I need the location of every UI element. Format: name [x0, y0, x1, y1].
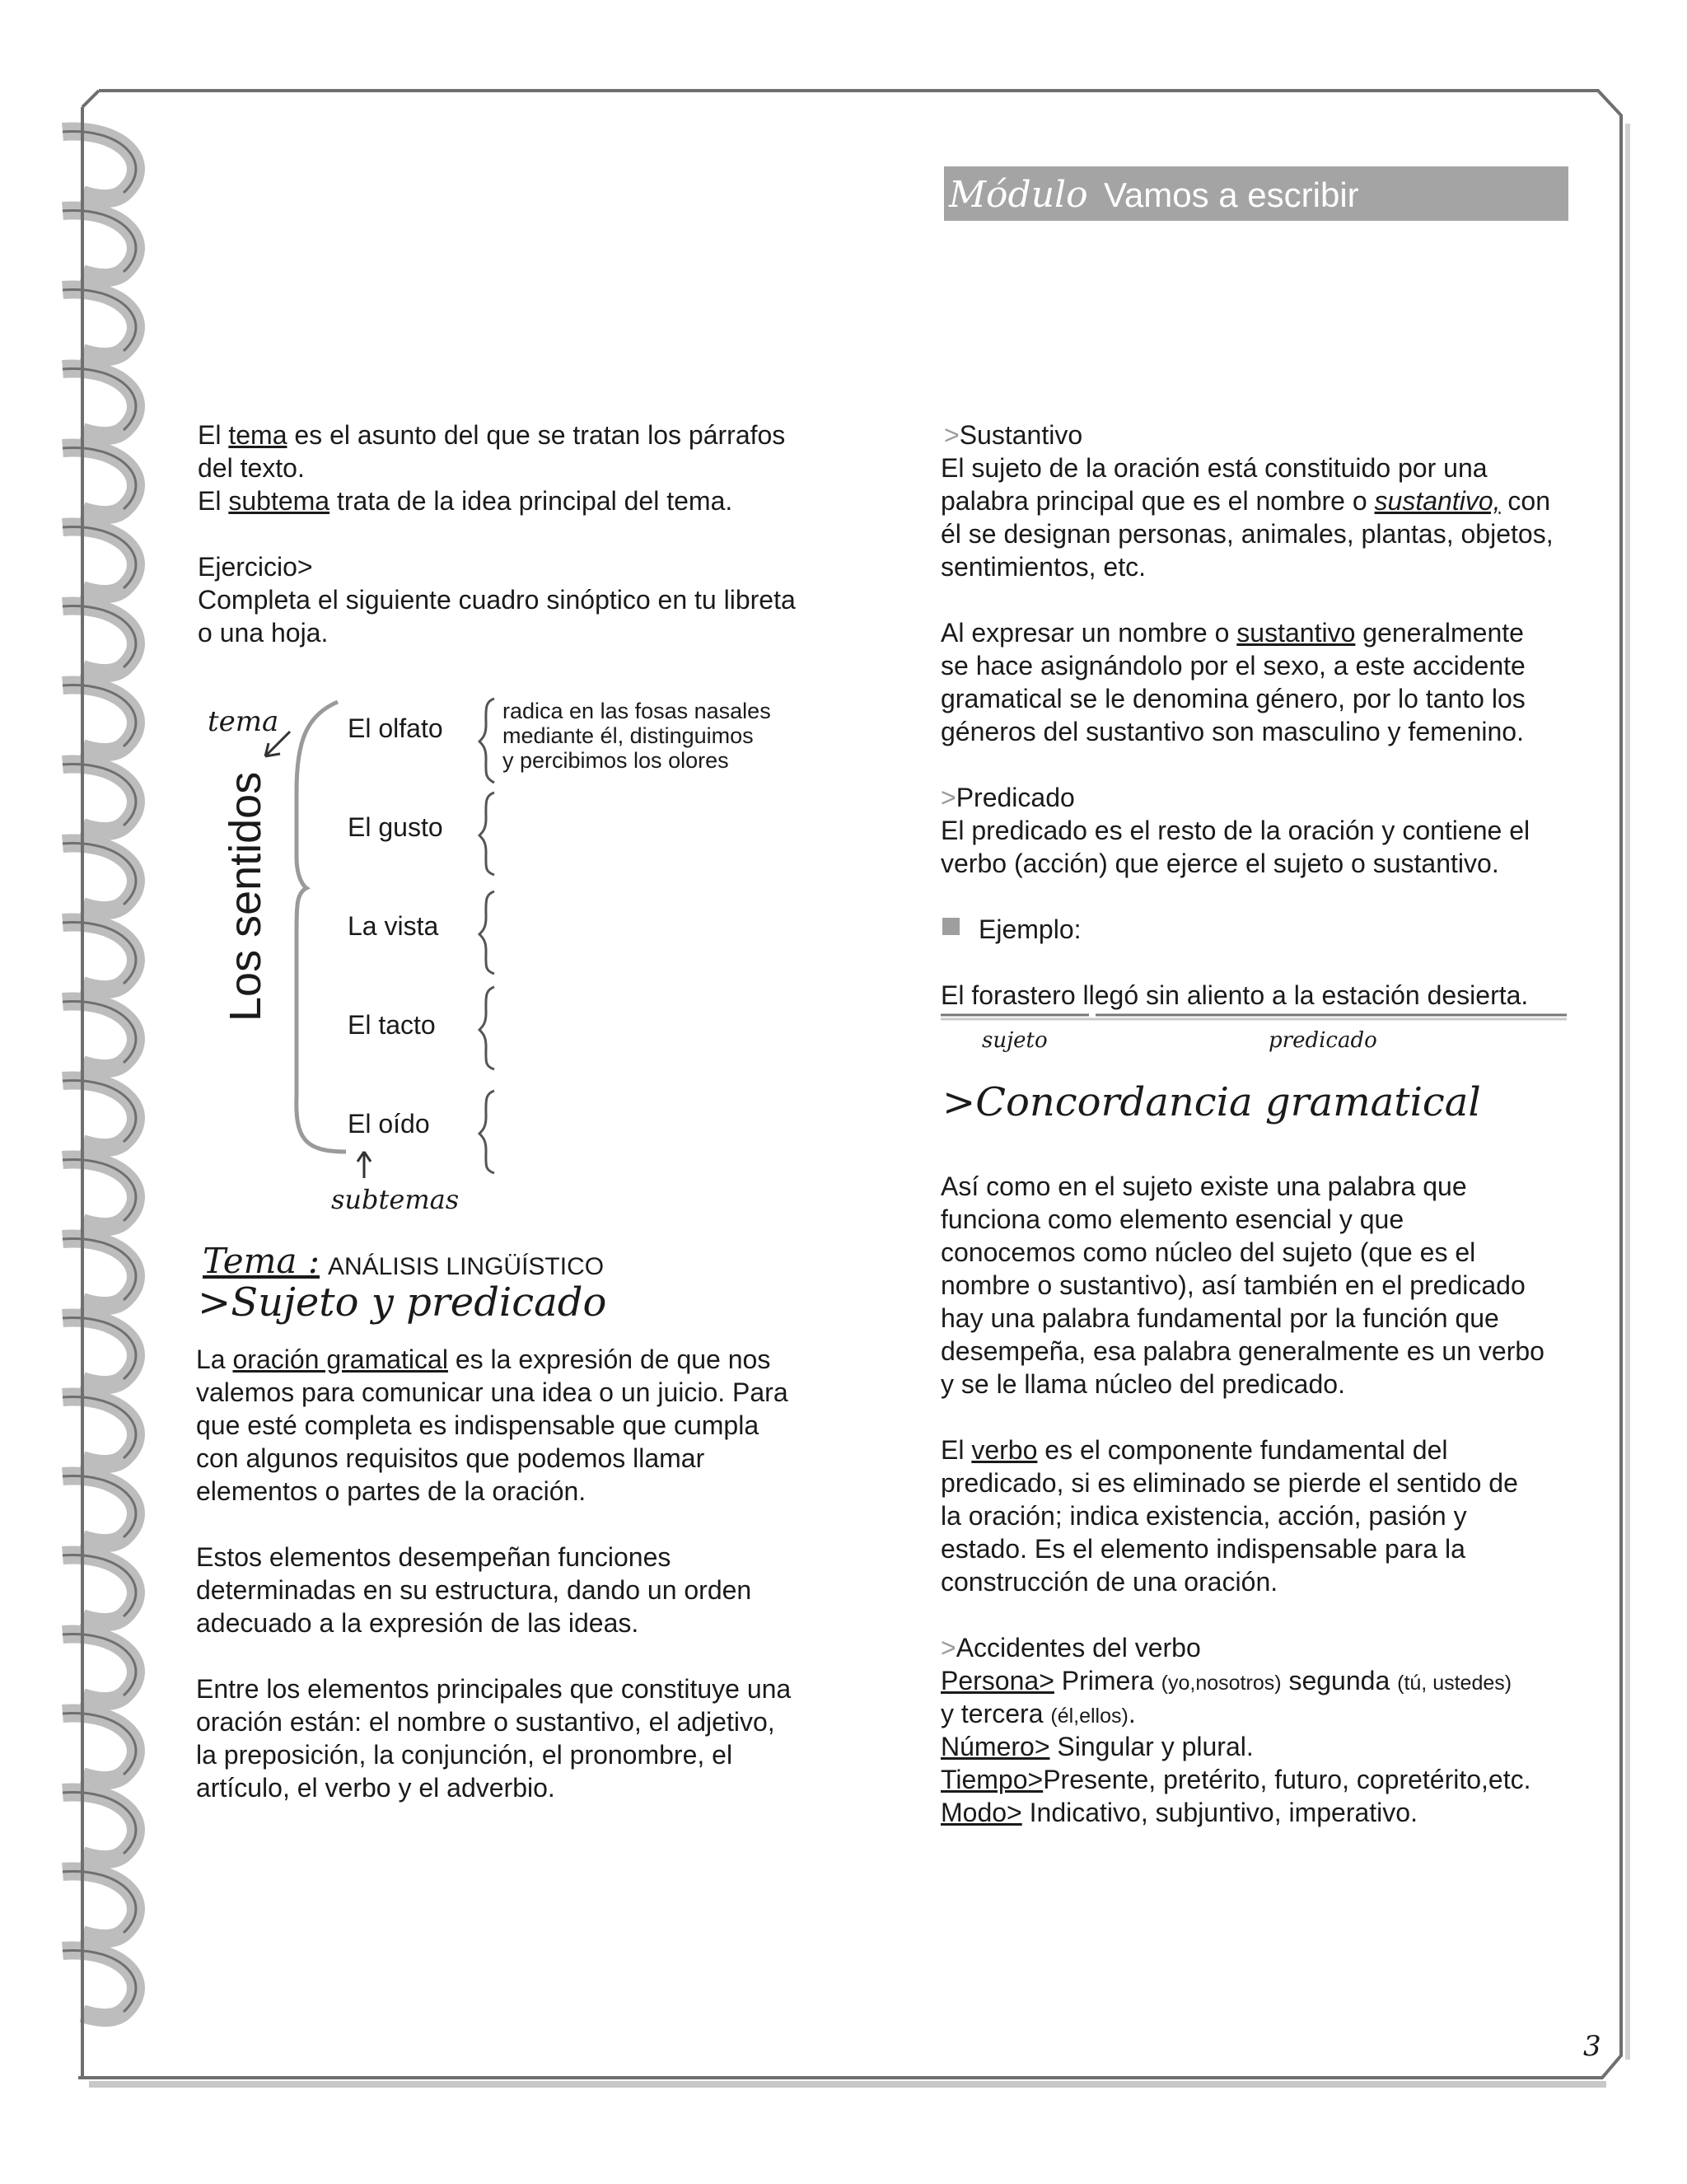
p3-line-3: la preposición, la conjunción, el pronombre, el — [196, 1740, 733, 1770]
tema-annotation: tema — [208, 705, 279, 738]
verbo-line-3: la oración; indica existencia, acción, pasión y — [941, 1501, 1467, 1531]
p1-line-5: elementos o partes de la oración. — [196, 1476, 586, 1506]
concordancia-line-4: nombre o sustantivo), así también en el predicado — [941, 1270, 1526, 1300]
p1-line-3: que esté completa es indispensable que cumpla — [196, 1410, 759, 1440]
concordancia-line-5: hay una palabra fundamental por la función que — [941, 1303, 1499, 1333]
sustantivo-keyword-2: sustantivo — [1236, 618, 1356, 648]
page-number: 3 — [1583, 2030, 1601, 2063]
sustantivo-heading: >Sustantivo — [944, 420, 1083, 450]
intro-line-2: del texto. — [198, 453, 305, 483]
tiempo-line: Tiempo>Presente, pretérito, futuro, copretérito,etc. — [941, 1765, 1531, 1794]
ejercicio-label: Ejercicio> — [198, 552, 313, 582]
concordancia-line-1: Así como en el sujeto existe una palabra que — [941, 1172, 1467, 1201]
verbo-line-5: construcción de una oración. — [941, 1567, 1278, 1597]
p3-line-2: oración están: el nombre o sustantivo, el adjetivo, — [196, 1707, 775, 1737]
sense-oido: El oído — [348, 1109, 430, 1139]
ejemplo-label: Ejemplo: — [979, 914, 1082, 944]
numero-label: Número> — [941, 1732, 1050, 1761]
ejercicio-line-1: Completa el siguiente cuadro sinóptico en tu libreta — [198, 585, 796, 615]
p2-line-3: adecuado a la expresión de las ideas. — [196, 1608, 639, 1638]
p2-line-1: Estos elementos desempeñan funciones — [196, 1542, 671, 1572]
concordancia-line-2: funciona como elemento esencial y que — [941, 1204, 1404, 1234]
example-predicate: llegó sin aliento a la estación desierta. — [1075, 980, 1529, 1010]
concordancia-heading: >Concordancia gramatical — [942, 1079, 1481, 1125]
p1-line-4: con algunos requisitos que podemos llamar — [196, 1443, 705, 1473]
subtemas-annotation: subtemas — [331, 1184, 460, 1215]
predicado-line-2: verbo (acción) que ejerce el sujeto o sustantivo. — [941, 849, 1499, 878]
sustantivo-keyword: sustantivo, — [1374, 486, 1501, 516]
intro-line-1: El tema es el asunto del que se tratan los párrafos — [198, 420, 786, 450]
tiempo-label: Tiempo> — [941, 1765, 1044, 1794]
tema-label: Tema : — [203, 1241, 320, 1281]
verbo-line-4: estado. Es el elemento indispensable para la — [941, 1534, 1465, 1564]
example-subject: El forastero — [941, 980, 1076, 1010]
p3-line-1: Entre los elementos principales que constituye una — [196, 1674, 792, 1704]
olfato-desc-line-3: y percibimos los olores — [502, 748, 729, 773]
accidentes-heading: >Accidentes del verbo — [941, 1633, 1201, 1663]
sense-vista: La vista — [348, 911, 439, 941]
persona-line-1: Persona> Primera (yo,nosotros) segunda (tú, ustedes) — [941, 1666, 1512, 1695]
concordancia-line-3: conocemos como núcleo del sujeto (que es el — [941, 1237, 1476, 1267]
ejercicio-line-2: o una hoja. — [198, 618, 329, 648]
olfato-desc-line-1: radica en las fosas nasales — [502, 699, 771, 723]
sustantivo-line-4: sentimientos, etc. — [941, 552, 1146, 582]
tema-keyword: tema — [228, 420, 287, 450]
concordancia-line-6: desempeña, esa palabra generalmente es un verbo — [941, 1336, 1544, 1366]
genero-line-3: gramatical se le denomina género, por lo tanto los — [941, 684, 1526, 713]
verbo-line-2: predicado, si es eliminado se pierde el sentido de — [941, 1468, 1518, 1498]
p2-line-2: determinadas en su estructura, dando un orden — [196, 1575, 752, 1605]
bullet-square — [942, 918, 960, 935]
predicado-line-1: El predicado es el resto de la oración y contiene el — [941, 816, 1530, 845]
sujeto-annotation: sujeto — [982, 1028, 1048, 1053]
sustantivo-line-2: palabra principal que es el nombre o sustantivo, con — [941, 486, 1550, 516]
concordancia-line-7: y se le llama núcleo del predicado. — [941, 1369, 1345, 1399]
intro-line-3: El subtema trata de la idea principal del tema. — [198, 486, 733, 516]
persona-label: Persona> — [941, 1666, 1054, 1695]
genero-line-2: se hace asignándolo por el sexo, a este accidente — [941, 651, 1526, 680]
sense-olfato: El olfato — [348, 713, 443, 743]
p3-line-4: artículo, el verbo y el adverbio. — [196, 1773, 555, 1803]
sujeto-predicado-heading: >Sujeto y predicado — [198, 1279, 607, 1326]
sustantivo-line-1: El sujeto de la oración está constituido por una — [941, 453, 1488, 483]
verbo-line-1: El verbo es el componente fundamental del — [941, 1435, 1448, 1465]
olfato-desc-line-2: mediante él, distinguimos — [502, 723, 754, 748]
example-underline — [939, 1012, 1573, 1022]
sense-gusto: El gusto — [348, 812, 443, 842]
verbo-keyword: verbo — [971, 1435, 1038, 1465]
sense-tacto: El tacto — [348, 1010, 436, 1040]
module-label: Módulo — [949, 174, 1088, 216]
sustantivo-line-3: él se designan personas, animales, plantas, objetos, — [941, 519, 1554, 549]
p1-line-2: valemos para comunicar una idea o un juicio. Para — [196, 1377, 788, 1407]
p1-line-1: La oración gramatical es la expresión de que nos — [196, 1345, 771, 1374]
oracion-gramatical-keyword: oración gramatical — [232, 1345, 448, 1374]
predicado-annotation: predicado — [1269, 1028, 1377, 1053]
numero-line: Número> Singular y plural. — [941, 1732, 1254, 1761]
genero-line-4: géneros del sustantivo son masculino y femenino. — [941, 717, 1524, 746]
predicado-heading: >Predicado — [941, 783, 1075, 812]
modo-label: Modo> — [941, 1798, 1022, 1827]
persona-line-2: y tercera (él,ellos). — [941, 1699, 1136, 1728]
example-sentence — [941, 979, 1528, 1012]
modo-line: Modo> Indicativo, subjuntivo, imperativo. — [941, 1798, 1418, 1827]
los-sentidos-label: Los sentidos — [221, 771, 270, 1022]
genero-line-1: Al expresar un nombre o sustantivo generalmente — [941, 618, 1524, 648]
module-title: Vamos a escribir — [1104, 175, 1359, 214]
subtema-keyword: subtema — [228, 486, 330, 516]
topic-title: ANÁLISIS LINGÜÍSTICO — [328, 1253, 605, 1280]
